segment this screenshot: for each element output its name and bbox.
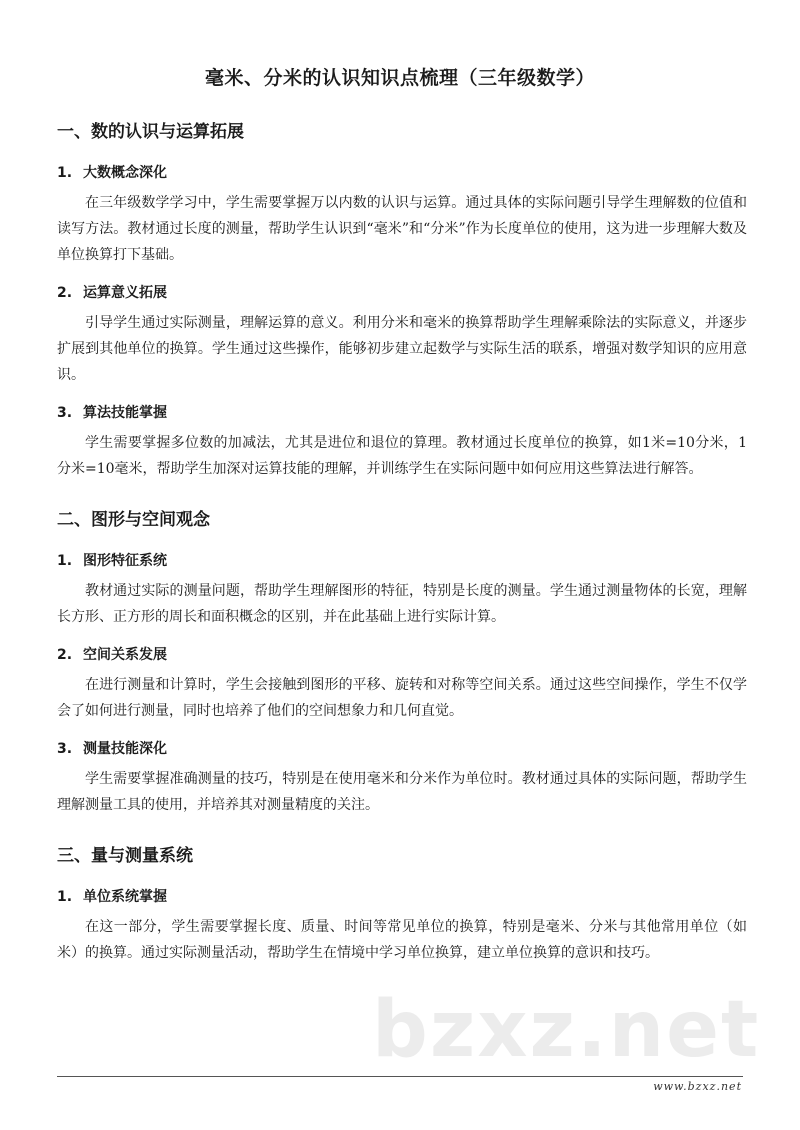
section-2 bbox=[57, 506, 747, 818]
section-heading: 三、量与测量系统 bbox=[57, 846, 193, 866]
paragraph: 学生需要掌握多位数的加减法，尤其是进位和退位的算理。教材通过长度单位的换算，如1米=10分米，1分米=10毫米，帮助学生加深对运算技能的理解，并训练学生在实际问题中如何应用这些算法进行解答。 bbox=[57, 435, 747, 477]
document-body bbox=[57, 118, 747, 990]
footer-url: www.bzxz.net bbox=[653, 1080, 742, 1093]
subsection-number: 1. bbox=[57, 553, 73, 569]
subsection-heading-text: 单位系统掌握 bbox=[83, 889, 167, 905]
paragraph: 引导学生通过实际测量，理解运算的意义。利用分米和毫米的换算帮助学生理解乘除法的实际意义，并逐步扩展到其他单位的换算。学生通过这些操作，能够初步建立起数学与实际生活的联系，增强对数学知识的应用意识。 bbox=[57, 315, 747, 383]
paragraph: 在三年级数学学习中，学生需要掌握万以内数的认识与运算。通过具体的实际问题引导学生理解数的位值和读写方法。教材通过长度的测量，帮助学生认识到“毫米”和“分米”作为长度单位的使用，这为进一步理解大数及单位换算打下基础。 bbox=[57, 195, 747, 263]
section-heading: 二、图形与空间观念 bbox=[57, 510, 210, 530]
subsection-heading-text: 大数概念深化 bbox=[83, 165, 167, 181]
subsection-heading bbox=[57, 550, 747, 572]
watermark-logo: bzxz.net bbox=[372, 985, 761, 1075]
subsection-heading bbox=[57, 282, 747, 304]
subsection-number: 3. bbox=[57, 741, 73, 757]
subsection-heading-text: 算法技能掌握 bbox=[83, 405, 167, 421]
paragraph: 在这一部分，学生需要掌握长度、质量、时间等常见单位的换算，特别是毫米、分米与其他常用单位（如米）的换算。通过实际测量活动，帮助学生在情境中学习单位换算，建立单位换算的意识和技巧。 bbox=[57, 919, 747, 961]
subsection-number: 3. bbox=[57, 405, 73, 421]
subsection-number: 2. bbox=[57, 647, 73, 663]
subsection-heading bbox=[57, 886, 747, 908]
subsection-heading bbox=[57, 162, 747, 184]
subsection-heading-text: 空间关系发展 bbox=[83, 647, 167, 663]
subsection-heading-text: 图形特征系统 bbox=[83, 553, 167, 569]
section-heading: 一、数的认识与运算拓展 bbox=[57, 122, 244, 142]
subsection-number: 1. bbox=[57, 889, 73, 905]
subsection-number: 2. bbox=[57, 285, 73, 301]
section-3 bbox=[57, 842, 747, 966]
paragraph: 在进行测量和计算时，学生会接触到图形的平移、旋转和对称等空间关系。通过这些空间操作，学生不仅学会了如何进行测量，同时也培养了他们的空间想象力和几何直觉。 bbox=[57, 677, 747, 719]
subsection-heading-text: 测量技能深化 bbox=[83, 741, 167, 757]
subsection-heading bbox=[57, 644, 747, 666]
paragraph: 学生需要掌握准确测量的技巧，特别是在使用毫米和分米作为单位时。教材通过具体的实际问题，帮助学生理解测量工具的使用，并培养其对测量精度的关注。 bbox=[57, 771, 747, 813]
section-1 bbox=[57, 118, 747, 482]
paragraph: 教材通过实际的测量问题，帮助学生理解图形的特征，特别是长度的测量。学生通过测量物体的长宽，理解长方形、正方形的周长和面积概念的区别，并在此基础上进行实际计算。 bbox=[57, 583, 747, 625]
page-title: 毫米、分米的认识知识点梳理（三年级数学） bbox=[204, 67, 595, 89]
footer-divider bbox=[57, 1076, 743, 1077]
subsection-number: 1. bbox=[57, 165, 73, 181]
subsection-heading bbox=[57, 738, 747, 760]
subsection-heading bbox=[57, 402, 747, 424]
subsection-heading-text: 运算意义拓展 bbox=[83, 285, 167, 301]
